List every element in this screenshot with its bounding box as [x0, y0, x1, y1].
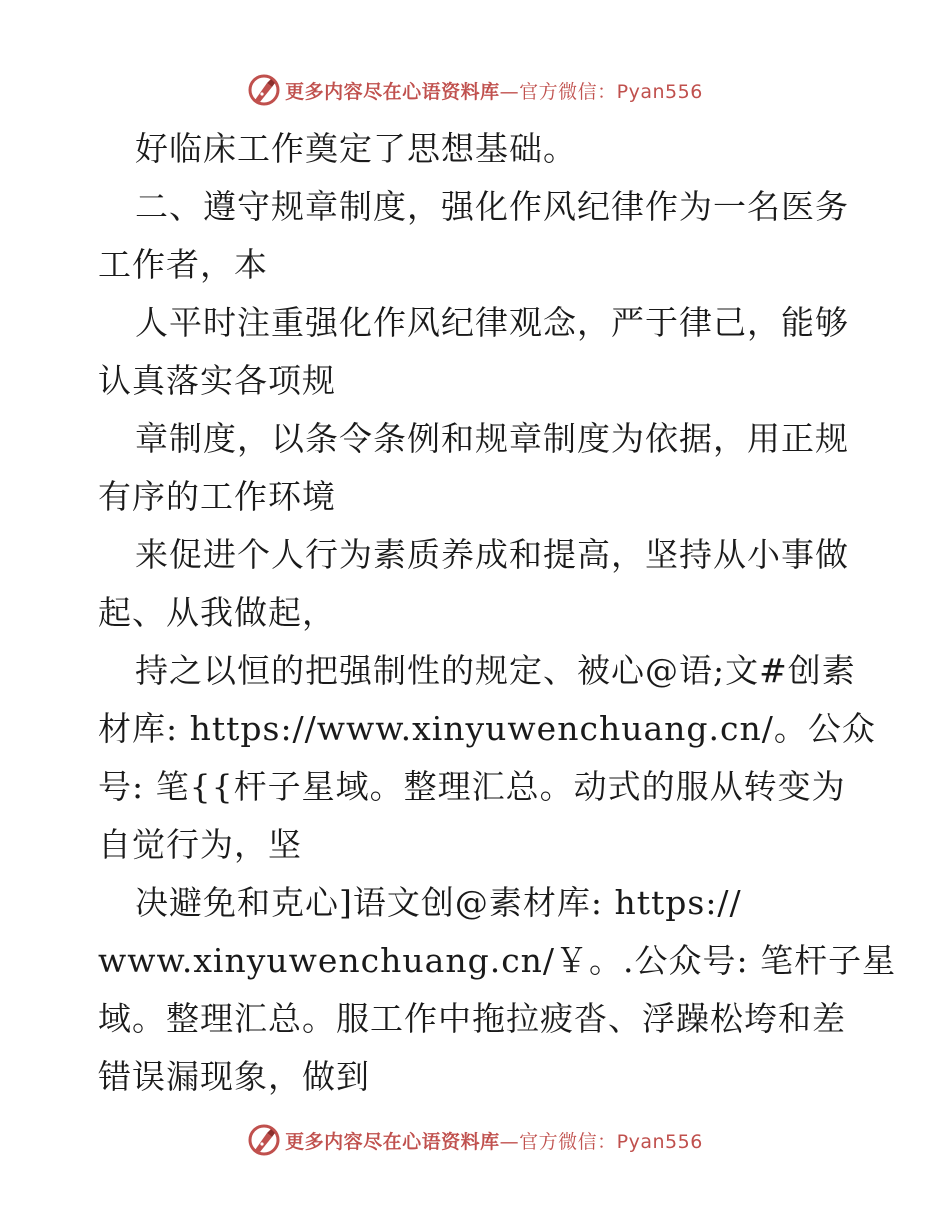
footer-banner-main: 更多内容尽在心语资料库	[285, 1130, 500, 1153]
body-line: 有序的工作环境	[98, 477, 336, 516]
pen-nib-logo-icon	[247, 1123, 281, 1157]
footer-banner	[0, 1120, 950, 1160]
body-line: 域。整理汇总。服工作中拖拉疲沓、浮躁松垮和差	[98, 999, 846, 1038]
body-line: 决避免和克心]语文创@素材库: https://	[135, 883, 742, 922]
body-line: 好临床工作奠定了思想基础。	[135, 129, 577, 168]
header-banner	[0, 70, 950, 110]
body-line: 材库: https://www.xinyuwenchuang.cn/。公众	[98, 709, 876, 748]
footer-banner-text	[285, 1127, 703, 1154]
header-banner-text	[285, 77, 703, 104]
pen-nib-logo-icon	[247, 73, 281, 107]
body-line: 二、遵守规章制度，强化作风纪律作为一名医务	[135, 187, 849, 226]
body-line: 持之以恒的把强制性的规定、被心@语;文#创素	[135, 651, 856, 690]
body-line: 自觉行为，坚	[98, 825, 302, 864]
body-line: 人平时注重强化作风纪律观念，严于律己，能够	[135, 303, 849, 342]
body-line: 章制度，以条令条例和规章制度为依据，用正规	[135, 419, 849, 458]
body-line: 号: 笔{{杆子星域。整理汇总。动式的服从转变为	[98, 767, 846, 806]
header-banner-main: 更多内容尽在心语资料库	[285, 80, 500, 103]
body-line: 来促进个人行为素质养成和提高，坚持从小事做	[135, 535, 849, 574]
body-line: 工作者，本	[98, 245, 268, 284]
header-banner-tail: —官方微信：Pyan556	[499, 80, 703, 103]
body-line: 认真落实各项规	[98, 361, 336, 400]
body-line: 起、从我做起，	[98, 593, 336, 632]
body-line: www.xinyuwenchuang.cn/￥。.公众号: 笔杆子星	[98, 941, 897, 980]
footer-banner-tail: —官方微信：Pyan556	[499, 1130, 703, 1153]
body-line: 错误漏现象，做到	[98, 1057, 370, 1096]
